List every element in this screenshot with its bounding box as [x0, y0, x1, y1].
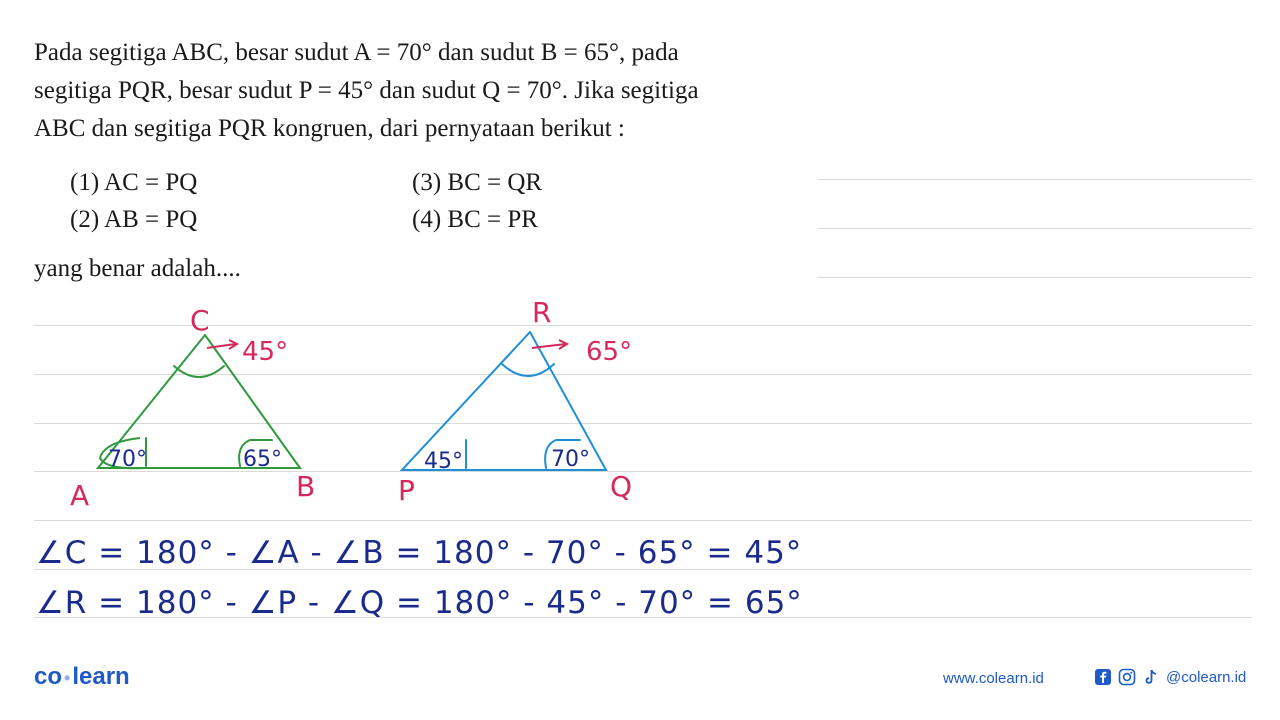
working-line-2: ∠R = 180° - ∠P - ∠Q = 180° - 45° - 70° = 65°: [36, 585, 803, 621]
brand-left: co: [34, 663, 63, 690]
angle-arc-c: [174, 366, 224, 377]
vertex-label-c: C: [190, 304, 210, 337]
vertex-label-r: R: [532, 296, 552, 329]
colearn-logo: [34, 663, 130, 691]
website-link[interactable]: www.colearn.id: [943, 670, 1044, 687]
tiktok-icon[interactable]: [1142, 668, 1160, 686]
working-line-1: ∠C = 180° - ∠A - ∠B = 180° - 70° - 65° = 45°: [36, 535, 803, 571]
option-2: (2) AB = PQ: [70, 206, 198, 233]
angle-label-c: 45°: [242, 337, 289, 367]
vertex-label-q: Q: [610, 470, 633, 503]
angle-label-b: 65°: [243, 447, 282, 472]
angle-label-p: 45°: [424, 449, 463, 474]
angle-label-r: 65°: [586, 337, 633, 367]
angle-label-q: 70°: [551, 447, 590, 472]
option-4: (4) BC = PR: [412, 206, 538, 233]
option-1: (1) AC = PQ: [70, 169, 198, 196]
answer-prompt: yang benar adalah....: [34, 255, 241, 282]
angle-label-a: 70°: [108, 447, 147, 472]
option-3: (3) BC = QR: [412, 169, 543, 196]
vertex-label-b: B: [296, 470, 316, 503]
question-line-2: segitiga PQR, besar sudut P = 45° dan sudut Q = 70°. Jika segitiga: [34, 77, 699, 104]
brand-right: learn: [72, 663, 130, 690]
brand-dot: •: [64, 668, 71, 688]
question-line-1: Pada segitiga ABC, besar sudut A = 70° dan sudut B = 65°, pada: [34, 39, 679, 66]
social-handle[interactable]: @colearn.id: [1166, 668, 1247, 686]
question-line-3: ABC dan segitiga PQR kongruen, dari pernyataan berikut :: [34, 115, 625, 142]
angle-arc-r: [502, 364, 554, 376]
vertex-label-a: A: [70, 479, 90, 512]
facebook-icon[interactable]: [1094, 668, 1112, 686]
social-links: [1094, 668, 1246, 686]
instagram-icon[interactable]: [1118, 668, 1136, 686]
vertex-label-p: P: [398, 474, 415, 507]
